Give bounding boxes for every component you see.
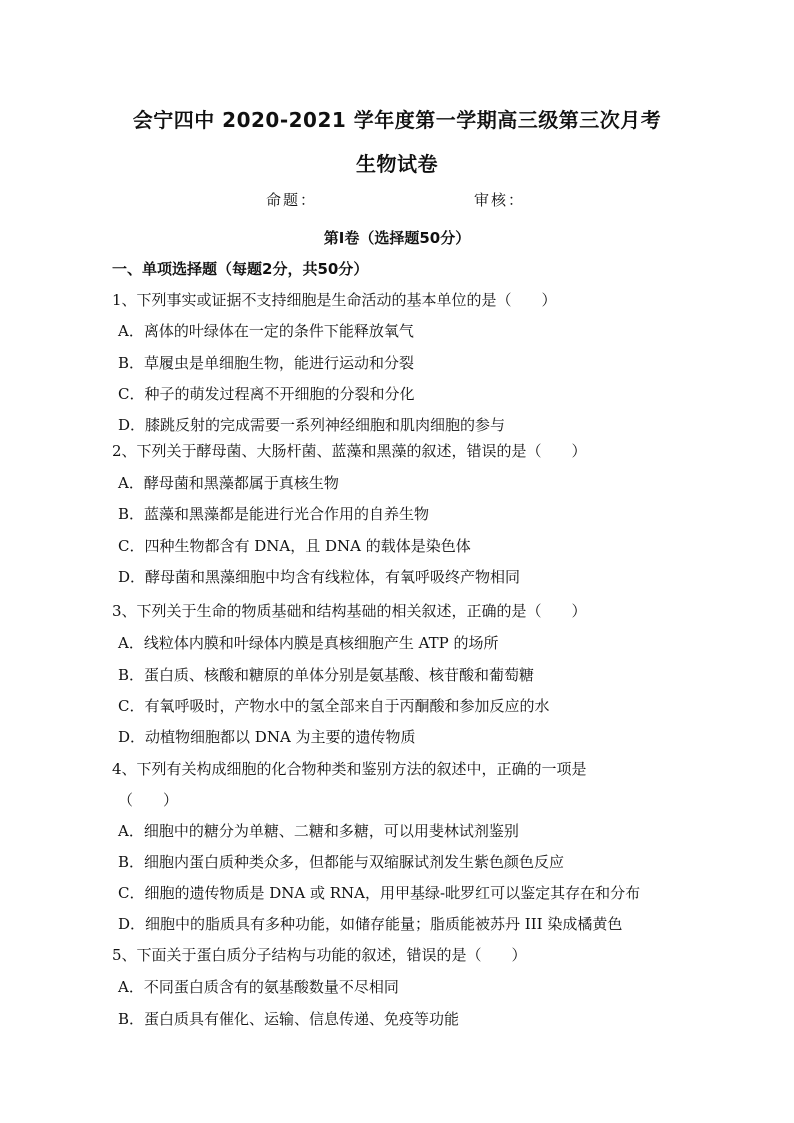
question-2-option-a: A．酵母菌和黑藻都属于真核生物: [118, 474, 339, 492]
question-5-option-b: B．蛋白质具有催化、运输、信息传递、免疫等功能: [118, 1010, 460, 1028]
question-1-option-c: C．种子的萌发过程离不开细胞的分裂和分化: [118, 385, 415, 403]
question-1-option-b: B．草履虫是单细胞生物，能进行运动和分裂: [118, 354, 415, 372]
section-title: 一、单项选择题（每题2分，共50分）: [112, 260, 369, 278]
question-2-option-b: B．蓝藻和黑藻都是能进行光合作用的自养生物: [118, 505, 430, 523]
question-3-option-c: C．有氧呼吸时，产物水中的氢全部来自于丙酮酸和参加反应的水: [118, 697, 550, 715]
exam-subtitle: 生物试卷: [356, 152, 438, 176]
question-4-option-a: A．细胞中的糖分为单糖、二糖和多糖，可以用斐林试剂鉴别: [118, 822, 519, 840]
question-4-option-d: D．细胞中的脂质具有多种功能，如储存能量；脂质能被苏丹 III 染成橘黄色: [118, 915, 623, 933]
question-3-option-b: B．蛋白质、核酸和糖原的单体分别是氨基酸、核苷酸和葡萄糖: [118, 666, 535, 684]
question-5-stem: 5、下面关于蛋白质分子结构与功能的叙述，错误的是（ ）: [112, 946, 527, 964]
author-label: 命题：: [266, 191, 318, 209]
question-2-option-d: D．酵母菌和黑藻细胞中均含有线粒体，有氧呼吸终产物相同: [118, 568, 521, 586]
question-5-option-a: A．不同蛋白质含有的氨基酸数量不尽相同: [118, 978, 399, 996]
question-4-stem: 4、下列有关构成细胞的化合物种类和鉴别方法的叙述中，正确的一项是: [112, 760, 587, 778]
question-4-option-c: C．细胞的遗传物质是 DNA 或 RNA，用甲基绿-吡罗红可以鉴定其存在和分布: [118, 884, 641, 902]
question-1-stem: 1、下列事实或证据不支持细胞是生命活动的基本单位的是（ ）: [112, 291, 557, 309]
question-3-option-d: D．动植物细胞都以 DNA 为主要的遗传物质: [118, 728, 416, 746]
reviewer-label: 审核：: [474, 191, 526, 209]
exam-title: 会宁四中 2020-2021 学年度第一学期高三级第三次月考: [132, 108, 662, 132]
question-4-option-b: B．细胞内蛋白质种类众多，但都能与双缩脲试剂发生紫色颜色反应: [118, 853, 565, 871]
question-3-option-a: A．线粒体内膜和叶绿体内膜是真核细胞产生 ATP 的场所: [118, 634, 499, 652]
question-1-option-d: D．膝跳反射的完成需要一系列神经细胞和肌肉细胞的参与: [118, 416, 506, 434]
question-2-option-c: C．四种生物都含有 DNA，且 DNA 的载体是染色体: [118, 537, 471, 555]
question-2-stem: 2、下列关于酵母菌、大肠杆菌、蓝藻和黑藻的叙述，错误的是（ ）: [112, 442, 587, 460]
question-4-stem-continued: （ ）: [118, 791, 179, 809]
question-3-stem: 3、下列关于生命的物质基础和结构基础的相关叙述，正确的是（ ）: [112, 602, 587, 620]
question-1-option-a: A．离体的叶绿体在一定的条件下能释放氧气: [118, 322, 414, 340]
volume-title: 第Ⅰ卷（选择题50分）: [323, 229, 471, 247]
